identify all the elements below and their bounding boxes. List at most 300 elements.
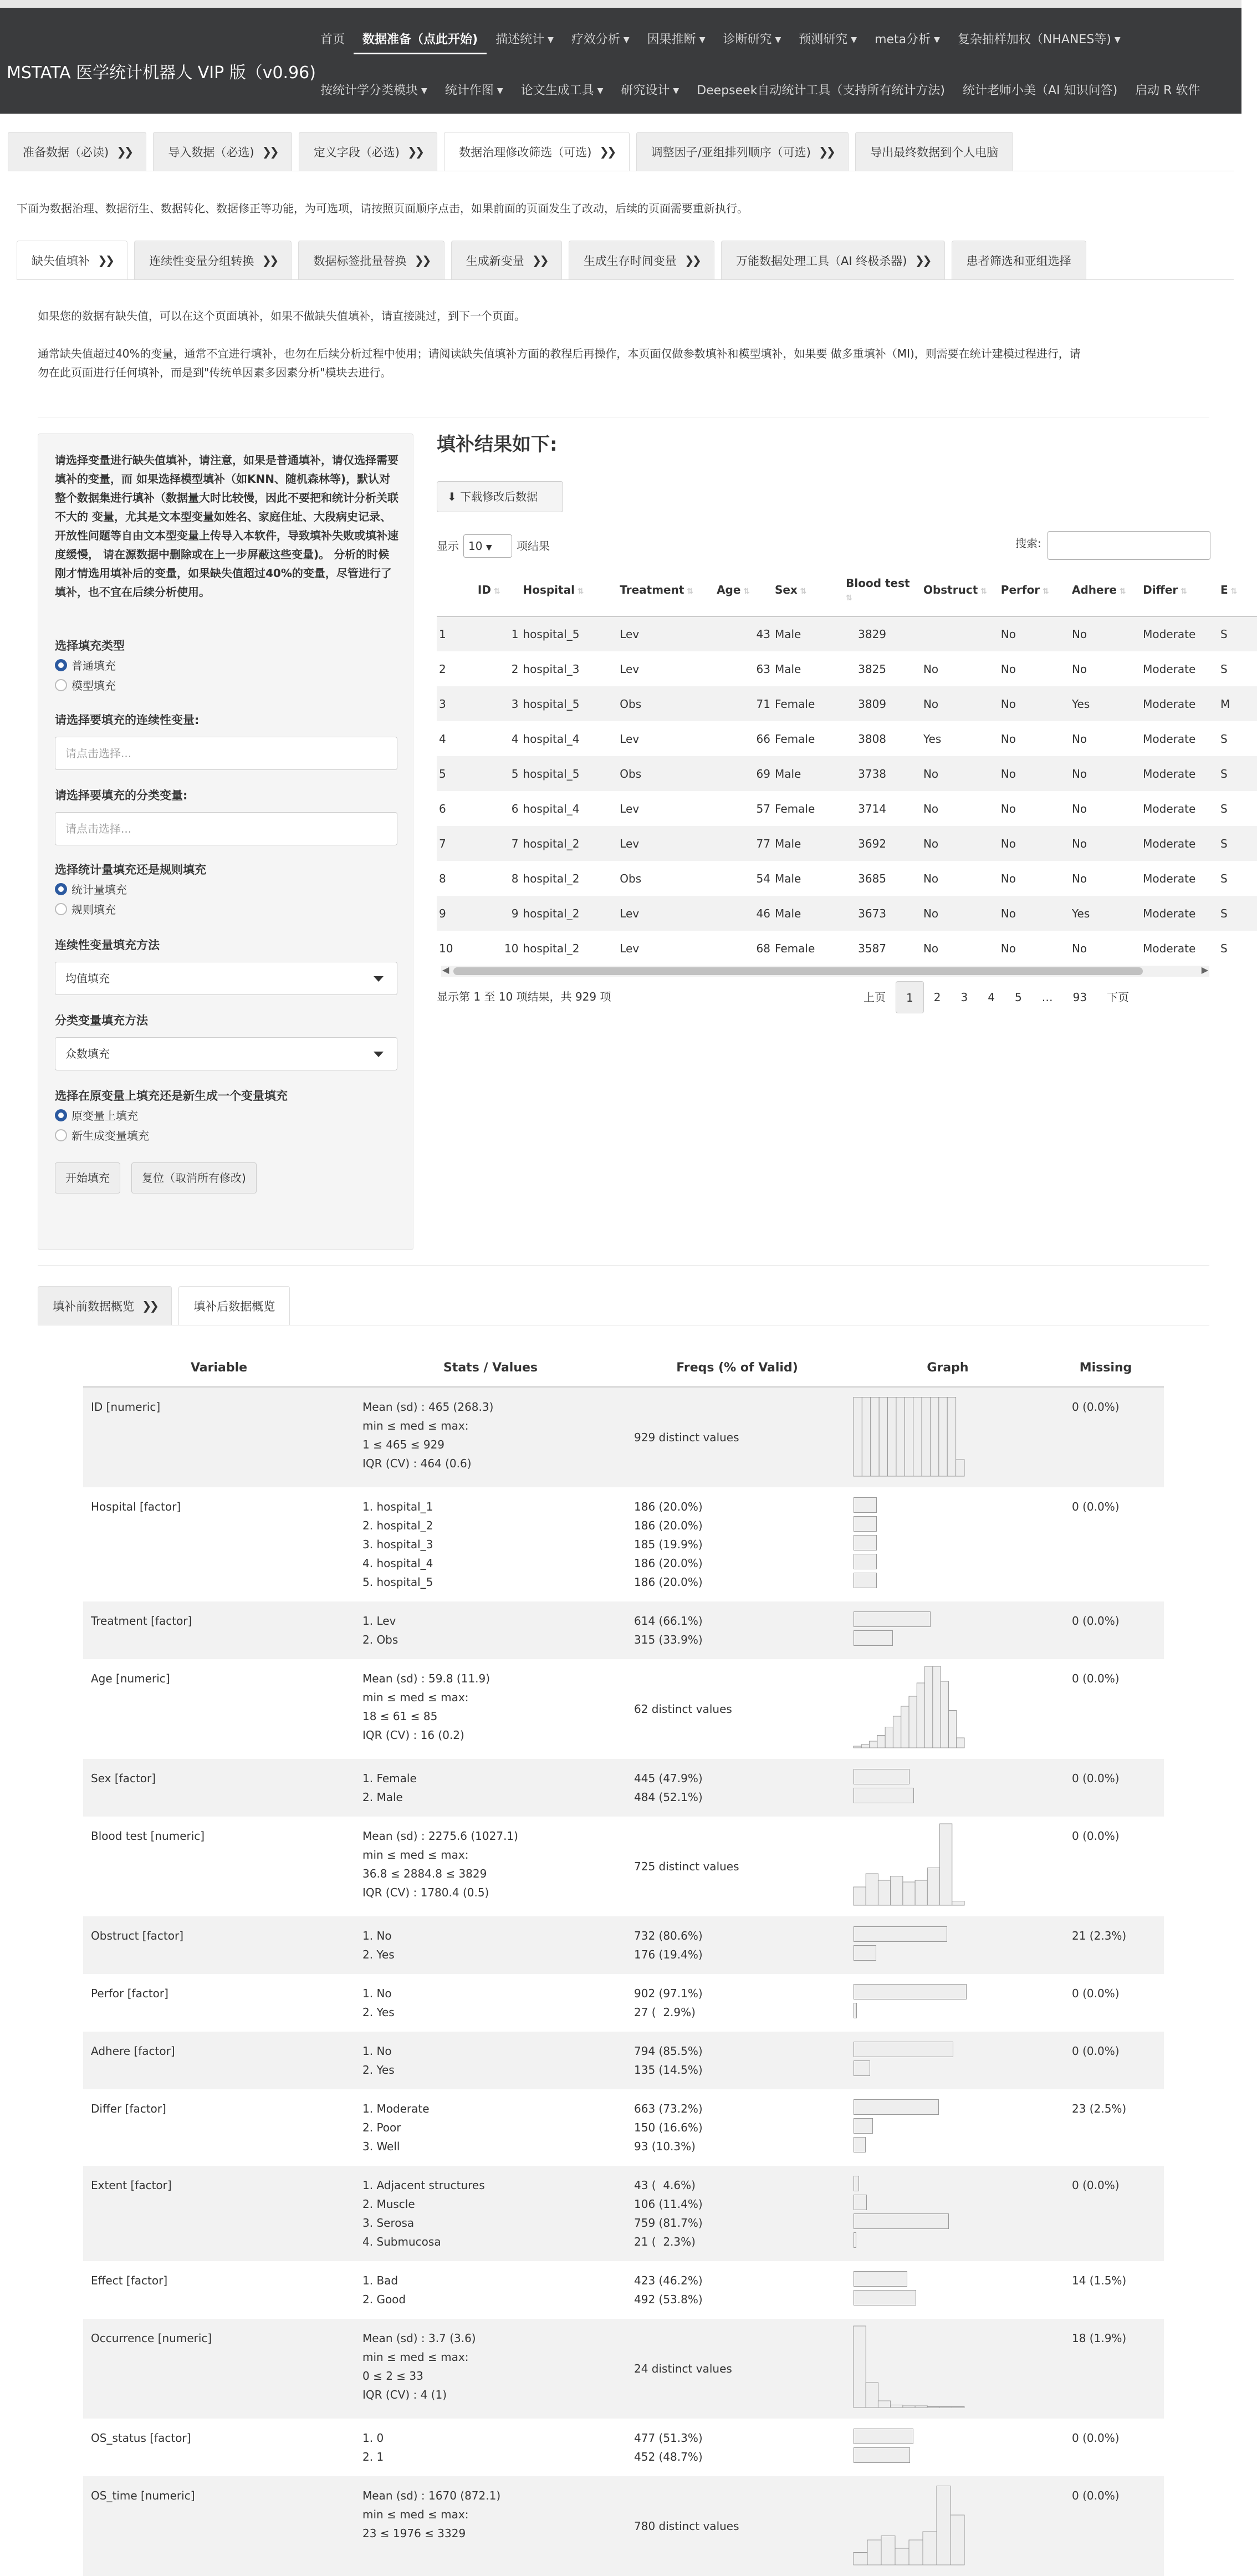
table-cell: 68 [714, 931, 773, 966]
stats-values [355, 1759, 626, 1817]
missing-count: 23 (2.5%) [1072, 2102, 1127, 2115]
double-chevron-right-icon: ❯❯ [262, 253, 277, 267]
freqs [626, 2319, 848, 2419]
stats-line: 2. Good [362, 2293, 406, 2306]
stats-line: Mean (sd) : 2275.6 (1027.1) [362, 1829, 518, 1843]
table-cell: 3714 [844, 791, 921, 826]
missing-count: 0 (0.0%) [1072, 1987, 1120, 2000]
download-button[interactable] [437, 481, 563, 512]
stats-line: 1. Bad [362, 2274, 398, 2287]
double-chevron-right-icon: ❯❯ [599, 145, 615, 159]
tab-label: 填补后数据概览 [193, 1299, 275, 1313]
start-fill-button[interactable]: 开始填充 [55, 1162, 120, 1193]
histogram-bar [930, 1397, 938, 1477]
overview-tab-1[interactable] [178, 1286, 290, 1325]
histogram-bar [957, 1738, 964, 1748]
description-1: 如果您的数据有缺失值，可以在这个页面填补，如果不做缺失值填补，请直接跳过，到下一个页面。 [38, 309, 525, 323]
histogram-bar [893, 1716, 901, 1748]
stats-values [355, 1659, 626, 1759]
nav-label: 按统计学分类模块 [320, 84, 418, 98]
nav-item-0[interactable] [311, 30, 354, 54]
table-cell: 10 [476, 931, 521, 966]
overview-tabs [38, 1286, 297, 1325]
table-cell: 3825 [844, 651, 921, 686]
table-cell: Male [773, 861, 844, 896]
table-cell: hospital_2 [520, 861, 617, 896]
page-button[interactable]: 1 [896, 981, 924, 1013]
freq-line: 185 (19.9%) [634, 1538, 703, 1551]
stats-values [355, 2032, 626, 2089]
summary-row [83, 1601, 1164, 1659]
missing-count: 0 (0.0%) [1048, 2476, 1164, 2576]
description-2-line-1: 通常缺失值超过40%的变量，通常不宜进行填补，也勿在后续分析过程中使用；请阅读缺失值填补方面的教程后再操作，本页面仅做参数填补和模型填补，如果要 做多重填补（MI)，则需要在统计建模过程进行，请 [38, 347, 1081, 360]
freq-line: 186 (20.0%) [634, 1519, 703, 1532]
double-chevron-right-icon: ❯❯ [262, 145, 277, 159]
table-cell: S [1218, 756, 1257, 791]
target-radio-new[interactable] [55, 1127, 149, 1143]
histogram-bar [866, 1874, 878, 1905]
histogram-bar [854, 2553, 867, 2565]
histogram [854, 2324, 964, 2407]
page-button[interactable]: 上页 [863, 991, 886, 1004]
target-label: 选择在原变量上填充还是新生成一个变量填充 [55, 1089, 288, 1103]
variable-name: Extent [factor] [83, 2166, 355, 2261]
column-header[interactable] [773, 563, 844, 616]
sort-icon: ⇅ [740, 586, 750, 596]
histogram [854, 1822, 964, 1905]
histogram-bar [879, 1397, 887, 1477]
freq-line: 452 (48.7%) [634, 2450, 703, 2463]
missing-count: 0 (0.0%) [1048, 1601, 1164, 1659]
freq-line: 21 ( 2.3%) [634, 2235, 696, 2248]
frequency-bar [854, 2290, 916, 2305]
continuous-variable-label: 请选择要填充的连续性变量: [55, 713, 200, 727]
histogram-bar [854, 1397, 862, 1477]
page-length-control [437, 534, 550, 558]
histogram-bar [862, 1397, 870, 1477]
column-header[interactable] [1070, 563, 1141, 616]
table-cell: 5 [437, 756, 476, 791]
nav-label: 疗效分析 [571, 33, 620, 47]
target-radio-original[interactable] [55, 1107, 138, 1123]
missing-count: 0 (0.0%) [1072, 1829, 1120, 1843]
stats-line: 3. Serosa [362, 2216, 415, 2230]
stats-values [355, 2261, 626, 2319]
summary-column-header: Variable [83, 1349, 355, 1387]
histogram-bar [951, 2515, 964, 2565]
radio-label: 新生成变量填充 [71, 1129, 149, 1142]
table-cell: hospital_5 [520, 756, 617, 791]
table-cell: 5 [476, 756, 521, 791]
stats-values [355, 1974, 626, 2032]
column-header[interactable] [617, 563, 714, 616]
variable-name: Adhere [factor] [83, 2032, 355, 2089]
caret-down-icon: ▼ [597, 86, 604, 95]
sub-tab-5[interactable] [721, 241, 945, 279]
nav-item-row2-2[interactable] [512, 81, 612, 98]
stats-line: 1. hospital_1 [362, 1500, 433, 1513]
table-row[interactable] [437, 896, 1257, 931]
variable-name: Perfor [factor] [91, 1987, 168, 2000]
table-cell: S [1218, 861, 1257, 896]
caret-down-icon: ▼ [934, 35, 940, 44]
nav-item-row2-0[interactable] [311, 81, 436, 98]
table-row[interactable] [437, 861, 1257, 896]
histogram-bar [952, 1901, 964, 1906]
stats-line: min ≤ med ≤ max: [362, 1419, 469, 1432]
categorical-method-dropdown[interactable] [55, 1037, 397, 1070]
freq-line: 43 ( 4.6%) [634, 2179, 696, 2192]
histogram-bar [896, 1397, 905, 1477]
table-cell: 63 [714, 651, 773, 686]
column-header[interactable] [1218, 563, 1257, 616]
frequency-bar [854, 2429, 913, 2444]
caret-down-icon: ▼ [699, 35, 706, 44]
histogram-bar [933, 1666, 941, 1748]
step-tab-1[interactable] [153, 132, 292, 171]
table-row[interactable] [437, 756, 1257, 791]
stats-values [355, 2089, 626, 2166]
histogram-bar [854, 1887, 866, 1905]
stats-line: Mean (sd) : 465 (268.3) [362, 1400, 494, 1414]
scrollbar-thumb[interactable] [453, 967, 1143, 975]
fill-type-radio-model[interactable] [55, 677, 116, 693]
column-header-label: Differ [1143, 583, 1178, 596]
table-cell: 3809 [844, 686, 921, 721]
stats-line: 1. No [362, 2044, 392, 2058]
table-cell: 3673 [844, 896, 921, 931]
tab-label: 数据治理修改筛选（可选) [459, 145, 592, 159]
table-cell: 6 [476, 791, 521, 826]
scroll-left-icon[interactable]: ◀ [442, 965, 449, 975]
freqs [626, 1387, 848, 1487]
table-cell: No [1070, 616, 1141, 651]
sort-icon: ⇅ [574, 586, 584, 596]
summary-column-header: Freqs (% of Valid) [626, 1349, 848, 1387]
freqs [626, 1916, 848, 1974]
rule-radio-statistic[interactable] [55, 881, 127, 897]
histogram-bar [947, 1397, 955, 1477]
caret-down-icon: ▼ [673, 86, 679, 95]
stats-line: 2. Male [362, 1791, 403, 1804]
nav-item-row2-4[interactable] [688, 81, 954, 98]
intro-text: 下面为数据治理、数据衍生、数据转化、数据修正等功能，为可选项，请按照页面顺序点击，如果前面的页面发生了改动，后续的页面需要重新执行。 [17, 202, 748, 215]
pagination [854, 981, 1139, 1013]
page-button[interactable]: 下页 [1107, 991, 1130, 1004]
frequency-bar [854, 1535, 877, 1550]
summary-row [83, 1659, 1164, 1759]
table-cell: No [999, 756, 1070, 791]
table-cell: Male [773, 616, 844, 651]
histogram-bar [854, 1746, 861, 1748]
column-header[interactable] [437, 563, 476, 616]
step-tab-2[interactable] [299, 132, 437, 171]
variable-name: OS_time [numeric] [83, 2476, 355, 2576]
overview-tab-0[interactable] [38, 1286, 172, 1325]
step-tab-3[interactable] [444, 132, 629, 171]
column-header[interactable] [1141, 563, 1218, 616]
sub-tab-4[interactable] [569, 241, 714, 279]
page-size-select[interactable] [463, 534, 512, 558]
column-header[interactable] [844, 563, 921, 616]
sort-icon: ⇅ [797, 586, 807, 596]
sort-icon: ⇅ [978, 586, 987, 596]
table-cell: 1 [437, 616, 476, 651]
page-button[interactable]: 2 [933, 991, 941, 1004]
column-header[interactable] [999, 563, 1070, 616]
caret-down-icon: ▼ [421, 86, 427, 95]
rule-radio-rule[interactable] [55, 901, 116, 917]
stats-line: 2. Yes [362, 2063, 395, 2077]
nav-label: 因果推断 [647, 33, 696, 47]
missing-count: 21 (2.3%) [1048, 1916, 1164, 1974]
horizontal-scrollbar[interactable] [441, 966, 1209, 977]
step-tab-0[interactable] [8, 132, 146, 171]
summary-row [83, 1974, 1164, 2032]
freq-line: 176 (19.4%) [634, 1948, 703, 1961]
table-cell: 4 [476, 721, 521, 756]
table-cell: Male [773, 896, 844, 931]
radio-indicator [55, 883, 67, 895]
table-cell: 3685 [844, 861, 921, 896]
table-cell: hospital_5 [520, 686, 617, 721]
nav-item-1[interactable] [354, 30, 487, 54]
freqs [626, 2476, 848, 2576]
sub-tab-0[interactable] [17, 241, 127, 279]
histogram-bar [881, 2536, 895, 2565]
nav-item-6[interactable] [790, 30, 866, 54]
nav-item-7[interactable] [866, 30, 949, 54]
stats-line: 1. Adjacent structures [362, 2179, 485, 2192]
table-cell: No [921, 931, 999, 966]
table-cell: No [999, 861, 1070, 896]
table-cell: Female [773, 686, 844, 721]
sub-tab-6[interactable] [952, 241, 1086, 279]
frequency-bar [854, 2271, 907, 2287]
stats-line: 2. Poor [362, 2121, 401, 2134]
section-divider-2 [38, 1265, 1209, 1266]
freq-line: 929 distinct values [634, 1431, 739, 1444]
table-row[interactable] [437, 616, 1257, 651]
frequency-bar [854, 1573, 877, 1588]
download-label: 下载修改后数据 [460, 490, 538, 503]
tab-label: 数据标签批量替换 [313, 254, 407, 268]
histogram-bar [891, 2405, 903, 2408]
stats-line: min ≤ med ≤ max: [362, 1848, 469, 1861]
search-input[interactable] [1048, 531, 1210, 560]
histogram-bar [878, 1880, 890, 1905]
nav-label: 统计老师小美（AI 知识问答) [963, 84, 1118, 98]
caret-down-icon: ▼ [623, 35, 630, 44]
histogram-bar [867, 2540, 881, 2565]
continuous-variable-select[interactable]: 请点击选择... [55, 737, 397, 770]
histogram-bar [861, 1744, 869, 1748]
page-size-value: 10 [468, 539, 483, 553]
stats-values [355, 1817, 626, 1916]
column-header-label: Blood test [846, 576, 910, 590]
table-cell: Yes [1070, 686, 1141, 721]
radio-indicator [55, 903, 67, 915]
variable-name: Effect [factor] [91, 2274, 168, 2287]
categorical-variable-select[interactable]: 请点击选择... [55, 812, 397, 845]
freqs [626, 2089, 848, 2166]
page-button[interactable]: 5 [1014, 991, 1022, 1004]
table-cell: Lev [617, 791, 714, 826]
table-cell: Yes [921, 721, 999, 756]
table-cell: 8 [437, 861, 476, 896]
graph-cell [848, 2089, 1048, 2166]
stats-line: 4. Submucosa [362, 2235, 441, 2248]
histogram-bar [854, 2326, 866, 2407]
nav-item-row2-1[interactable] [436, 81, 512, 98]
table-cell: No [999, 721, 1070, 756]
nav-item-8[interactable] [949, 30, 1130, 54]
table-row[interactable] [437, 651, 1257, 686]
sort-icon: ⇅ [684, 586, 694, 596]
sort-icon: ⇅ [1228, 586, 1238, 596]
table-cell: 77 [714, 826, 773, 861]
column-header[interactable] [476, 563, 521, 616]
column-header[interactable] [520, 563, 617, 616]
frequency-bar [854, 1630, 893, 1646]
freq-line: 315 (33.9%) [634, 1633, 703, 1646]
table-cell: hospital_2 [520, 826, 617, 861]
graph-cell [848, 1974, 1048, 2032]
histogram-bar [885, 1727, 893, 1748]
graph-cell [848, 2319, 1048, 2419]
table-cell: Male [773, 651, 844, 686]
table-cell: Obs [617, 686, 714, 721]
page-button[interactable]: … [1041, 991, 1053, 1004]
nav-item-3[interactable] [563, 30, 638, 54]
radio-label: 统计量填充 [71, 883, 127, 896]
table-cell: 2 [437, 651, 476, 686]
nav-item-5[interactable] [714, 30, 790, 54]
stats-line: 18 ≤ 61 ≤ 85 [362, 1710, 438, 1723]
sub-tab-2[interactable] [298, 241, 444, 279]
column-header-label: Sex [774, 583, 798, 596]
top-navbar [0, 0, 1241, 114]
sub-tab-3[interactable] [451, 241, 562, 279]
rule-label: 选择统计量填充还是规则填充 [55, 863, 206, 876]
sub-tab-1[interactable] [134, 241, 292, 279]
stats-line: 1. 0 [362, 2431, 384, 2445]
variable-name: Sex [factor] [83, 1759, 355, 1817]
table-cell [921, 616, 999, 651]
stats-line: 0 ≤ 2 ≤ 33 [362, 2369, 423, 2383]
missing-count: 0 (0.0%) [1072, 2431, 1120, 2445]
table-row[interactable] [437, 826, 1257, 861]
summary-column-header: Missing [1048, 1349, 1164, 1387]
table-cell: Moderate [1141, 861, 1218, 896]
column-header-label: Age [717, 583, 741, 596]
table-cell: Moderate [1141, 686, 1218, 721]
stats-values [355, 1387, 626, 1487]
table-cell: S [1218, 931, 1257, 966]
summary-row [83, 1817, 1164, 1916]
table-row[interactable] [437, 791, 1257, 826]
table-cell: Lev [617, 616, 714, 651]
freqs [626, 1601, 848, 1659]
stats-line: IQR (CV) : 464 (0.6) [362, 1457, 472, 1470]
table-cell: Lev [617, 721, 714, 756]
page-button[interactable]: 4 [988, 991, 995, 1004]
page-button[interactable]: 3 [960, 991, 968, 1004]
graph-cell [848, 2032, 1048, 2089]
caret-down-icon: ▼ [775, 35, 781, 44]
table-row[interactable] [437, 721, 1257, 756]
nav-item-4[interactable] [638, 30, 714, 54]
app-title[interactable]: MSTATA 医学统计机器人 VIP 版（v0.96) [7, 63, 316, 83]
caret-down-icon: ▼ [548, 35, 554, 44]
table-cell: 9 [476, 896, 521, 931]
caret-down-icon: ▼ [1114, 35, 1121, 44]
histogram-bar [939, 1397, 947, 1477]
stats-line: 1 ≤ 465 ≤ 929 [362, 1438, 445, 1451]
table-cell: Male [773, 826, 844, 861]
page-button[interactable]: 93 [1072, 991, 1087, 1004]
nav-label: 统计作图 [444, 84, 494, 98]
step-tab-5[interactable] [855, 132, 1013, 171]
stats-line: 2. hospital_2 [362, 1519, 433, 1532]
fill-type-radio-normal[interactable] [55, 657, 116, 673]
stats-line: 2. Yes [362, 2006, 395, 2019]
freq-line: 93 (10.3%) [634, 2140, 696, 2153]
step-tab-4[interactable] [636, 132, 849, 171]
double-chevron-right-icon: ❯❯ [532, 253, 547, 267]
histogram-bar [925, 1666, 933, 1748]
freq-line: 780 distinct values [634, 2519, 739, 2533]
histogram-bar [948, 1711, 956, 1748]
table-cell: 71 [714, 686, 773, 721]
column-header[interactable] [714, 563, 773, 616]
summary-row [83, 2032, 1164, 2089]
nav-item-row2-5[interactable] [954, 81, 1126, 98]
histogram-bar [901, 1706, 909, 1748]
nav-label: 预测研究 [799, 33, 848, 47]
table-cell: Female [773, 721, 844, 756]
nav-label: 首页 [320, 33, 345, 47]
table-cell: S [1218, 791, 1257, 826]
sub-tabs-divider [17, 279, 1234, 280]
summary-row [83, 2319, 1164, 2419]
tab-label: 填补前数据概览 [53, 1299, 134, 1313]
sort-icon: ⇅ [1178, 586, 1187, 596]
table-row[interactable] [437, 686, 1257, 721]
stats-values [355, 2476, 626, 2576]
scroll-right-icon[interactable]: ▶ [1201, 965, 1208, 975]
variable-name: Differ [factor] [91, 2102, 166, 2115]
nav-item-row2-6[interactable] [1126, 81, 1209, 98]
continuous-method-dropdown[interactable] [55, 962, 397, 995]
tab-label: 调整因子/亚组排列顺序（可选) [651, 145, 811, 159]
table-cell: No [999, 651, 1070, 686]
table-cell: 9 [437, 896, 476, 931]
column-header[interactable] [921, 563, 999, 616]
reset-button[interactable]: 复位（取消所有修改) [131, 1162, 257, 1193]
nav-item-row2-3[interactable] [612, 81, 688, 98]
stats-values [355, 1916, 626, 1974]
freqs [626, 1974, 848, 2032]
table-cell: No [999, 616, 1070, 651]
nav-label: 复杂抽样加权（NHANES等) [957, 33, 1111, 47]
freqs [626, 2419, 848, 2476]
table-cell: No [999, 826, 1070, 861]
stats-line: Mean (sd) : 3.7 (3.6) [362, 2332, 476, 2345]
nav-item-2[interactable] [487, 30, 563, 54]
table-row[interactable] [437, 931, 1257, 966]
freqs [626, 1659, 848, 1759]
